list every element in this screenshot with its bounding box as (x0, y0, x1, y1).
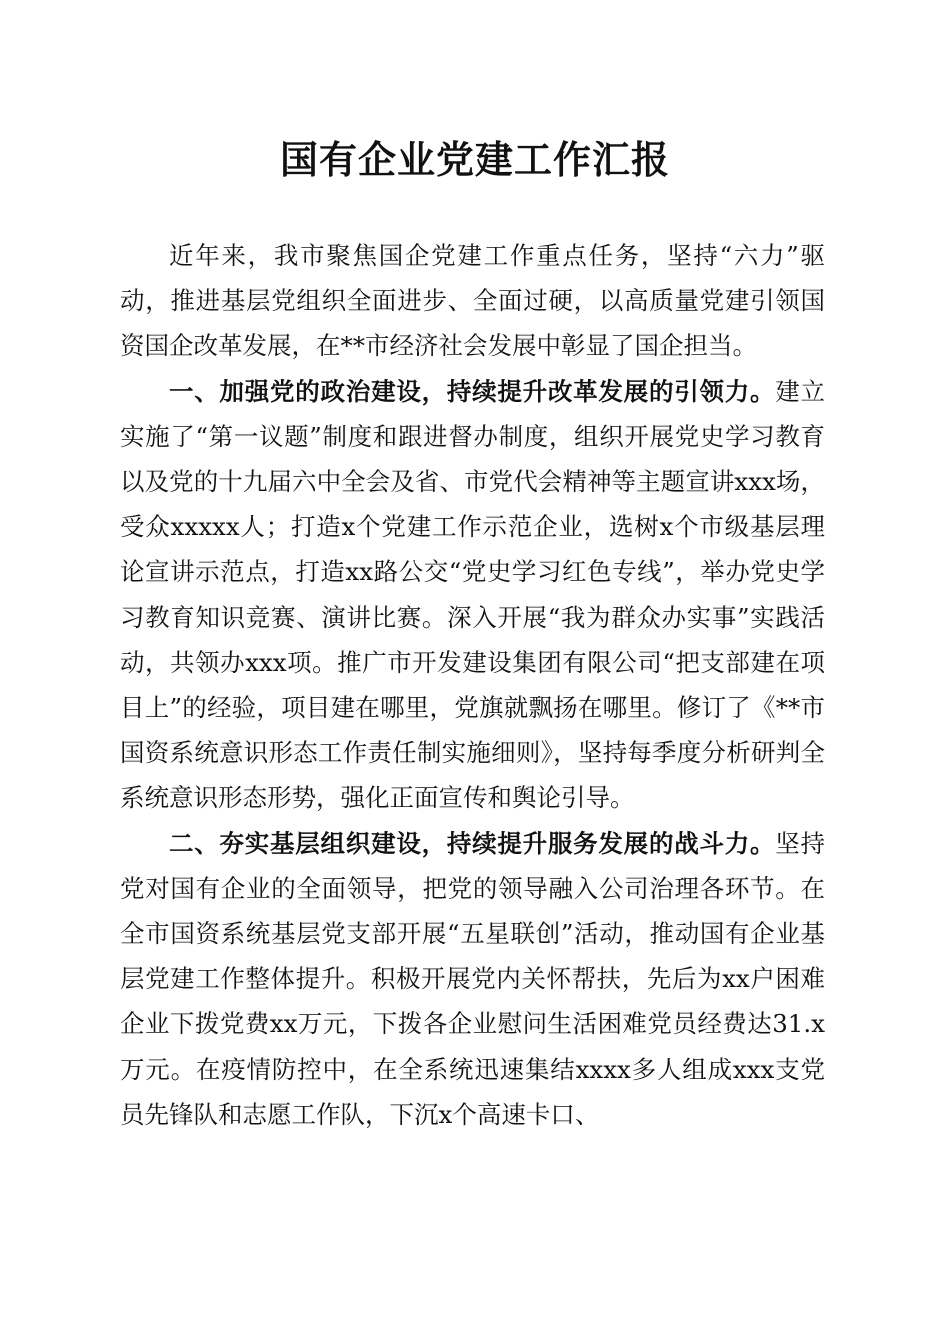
intro-paragraph: 近年来，我市聚焦国企党建工作重点任务，坚持“六力”驱动，推进基层党组织全面进步、全面过硬，以高质量党建引领国资国企改革发展，在**市经济社会发展中彰显了国企担当。 (120, 241, 825, 361)
document-body (120, 233, 825, 1137)
document-title: 国有企业党建工作汇报 (279, 137, 670, 182)
section-1-paragraph (120, 369, 825, 821)
section-1-text: 建立实施了“第一议题”制度和跟进督办制度，组织开展党史学习教育以及党的十九届六中全会及省、市党代会精神等主题宣讲xxx场，受众xxxxx人；打造x个党建工作示范企业，选树x个市级基层理论宣讲示范点，打造xx路公交“党史学习红色专线”，举办党史学习教育知识竞赛、演讲比赛。深入开展“我为群众办实事”实践活动，共领办xxx项。推广市开发建设集团有限公司“把支部建在项目上”的经验，项目建在哪里，党旗就飘扬在哪里。修订了《**市国资系统意识形态工作责任制实施细则》，坚持每季度分析研判全系统意识形态形势，强化正面宣传和舆论引导。 (120, 376, 826, 813)
section-2-heading: 二、夯实基层组织建设，持续提升服务发展的战斗力。 (169, 828, 776, 858)
section-1-heading: 一、加强党的政治建设，持续提升改革发展的引领力。 (169, 376, 776, 406)
section-2-text: 坚持党对国有企业的全面领导，把党的领导融入公司治理各环节。在全市国资系统基层党支部开展“五星联创”活动，推动国有企业基层党建工作整体提升。积极开展党内关怀帮扶，先后为xx户困难企业下拨党费xx万元，下拨各企业慰问生活困难党员经费达31.x万元。在疫情防控中，在全系统迅速集结xxxx多人组成xxx支党员先锋队和志愿工作队，下沉x个高速卡口、 (120, 828, 826, 1129)
section-2-paragraph (120, 821, 825, 1137)
